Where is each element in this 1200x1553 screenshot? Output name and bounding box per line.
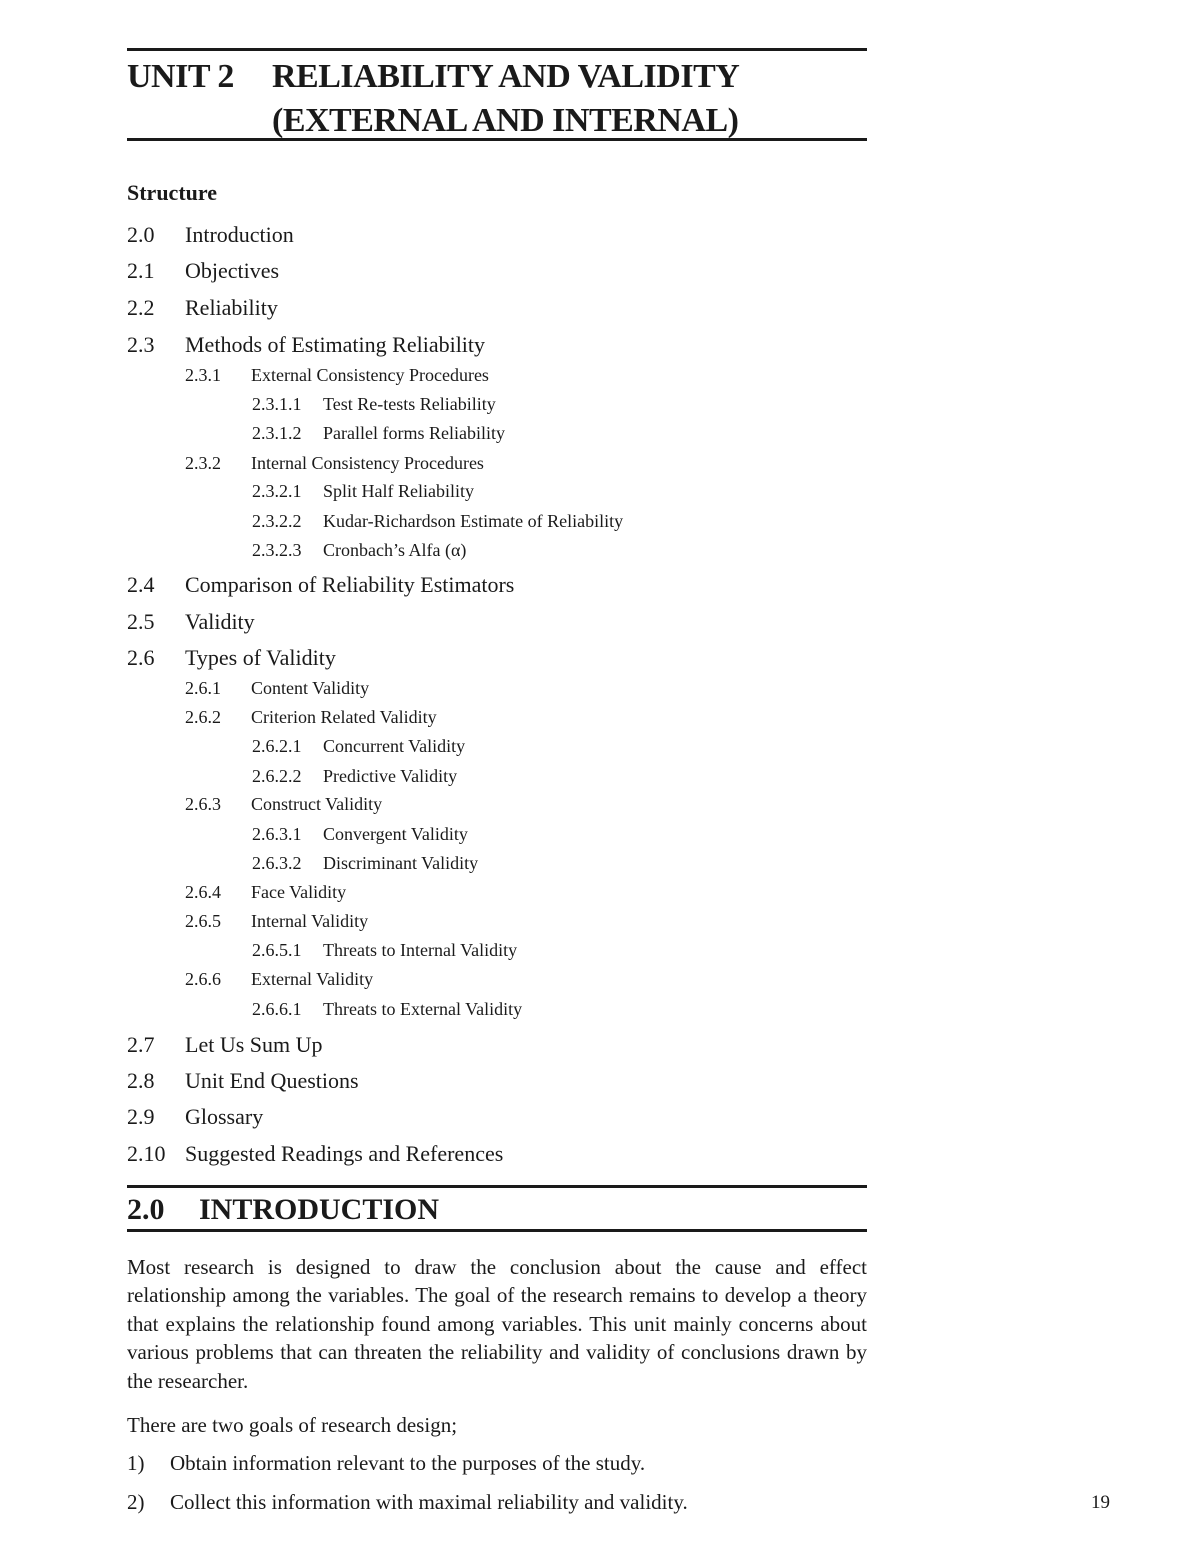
title-bottom-rule [127, 138, 867, 141]
toc-entry-number: 2.6.6.1 [252, 999, 302, 1019]
toc-entry-text: Suggested Readings and References [185, 1141, 504, 1166]
title-top-rule [127, 48, 867, 51]
toc-entry-text: Discriminant Validity [323, 853, 479, 873]
section-bottom-rule [127, 1229, 867, 1232]
toc-entry-text: Let Us Sum Up [185, 1032, 323, 1057]
toc-entry-text: Face Validity [251, 882, 347, 902]
section-number: 2.0 [127, 1193, 165, 1226]
toc-entry-number: 2.10 [127, 1141, 166, 1166]
toc-entry-number: 2.1 [127, 258, 155, 283]
toc-entry-text: Split Half Reliability [323, 481, 474, 501]
toc-entry-number: 2.6.3 [185, 794, 221, 814]
toc-entry-number: 2.2 [127, 295, 155, 320]
section-heading [127, 1190, 439, 1230]
toc-entry-text: Types of Validity [185, 645, 336, 670]
toc-entry-text: Cronbach’s Alfa (α) [323, 540, 467, 560]
toc-entry-text: External Consistency Procedures [251, 365, 489, 385]
toc-entry-number: 2.3.1 [185, 365, 221, 385]
toc-entry-text: Concurrent Validity [323, 736, 466, 756]
toc-entry-number: 2.3 [127, 332, 155, 357]
toc-entry-text: Introduction [185, 222, 294, 247]
unit-label: UNIT 2 [127, 58, 234, 95]
page-number: 19 [1091, 1492, 1110, 1513]
toc-entry-text: Threats to External Validity [323, 999, 523, 1019]
toc-entry-number: 2.6.3.1 [252, 824, 302, 844]
toc-entry-text: Unit End Questions [185, 1068, 359, 1093]
toc-entry-text: Criterion Related Validity [251, 707, 437, 727]
toc-entry-number: 2.6.2.1 [252, 736, 302, 756]
structure-heading: Structure [127, 180, 218, 205]
goals-intro: There are two goals of research design; [127, 1413, 458, 1437]
toc-entry-number: 2.9 [127, 1104, 155, 1129]
list-item-number: 1) [127, 1451, 145, 1475]
toc-entry-text: Internal Consistency Procedures [251, 453, 484, 473]
toc-entry-number: 2.0 [127, 222, 155, 247]
toc-entry-text: Reliability [185, 295, 278, 320]
toc-entry-text: Predictive Validity [323, 766, 458, 786]
toc-entry-number: 2.6.6 [185, 969, 221, 989]
toc-entry-number: 2.6.2.2 [252, 766, 302, 786]
toc-entry-number: 2.6.4 [185, 882, 221, 902]
toc-entry-text: Content Validity [251, 678, 370, 698]
unit-title-line1: RELIABILITY AND VALIDITY [272, 58, 740, 95]
toc-entry-number: 2.3.2.3 [252, 540, 302, 560]
toc-entry-number: 2.6 [127, 645, 155, 670]
section-title: INTRODUCTION [199, 1193, 440, 1226]
toc-entry-number: 2.5 [127, 609, 155, 634]
toc-entry-text: Validity [185, 609, 255, 634]
toc-entry-text: Methods of Estimating Reliability [185, 332, 486, 357]
toc-entry-text: Comparison of Reliability Estimators [185, 572, 515, 597]
toc-entry-text: External Validity [251, 969, 374, 989]
intro-paragraph: Most research is designed to draw the conclusion about the cause and effect relationship among the variables. The goal of the research remains to develop a theory that explains the relationship found among variables. This unit mainly concerns about various problems that can threaten the reliability and validity of conclusions drawn by the researcher. [127, 1255, 867, 1393]
toc-entry-text: Construct Validity [251, 794, 383, 814]
toc-entry-number: 2.3.1.2 [252, 423, 302, 443]
toc-entry-number: 2.4 [127, 572, 155, 597]
toc-entry-text: Glossary [185, 1104, 264, 1129]
toc-entry-number: 2.3.2 [185, 453, 221, 473]
toc-entry-text: Kudar-Richardson Estimate of Reliability [323, 511, 624, 531]
toc-entry-number: 2.7 [127, 1032, 155, 1057]
section-top-rule [127, 1185, 867, 1188]
toc-entry-number: 2.8 [127, 1068, 155, 1093]
toc-entry-number: 2.6.5.1 [252, 940, 302, 960]
toc-entry-text: Internal Validity [251, 911, 369, 931]
list-item-text: Collect this information with maximal reliability and validity. [170, 1490, 688, 1514]
unit-title [127, 55, 739, 143]
toc-entry-text: Parallel forms Reliability [323, 423, 505, 443]
toc-entry-number: 2.3.2.2 [252, 511, 302, 531]
list-item-text: Obtain information relevant to the purposes of the study. [170, 1451, 646, 1475]
toc-entry-number: 2.6.1 [185, 678, 221, 698]
toc-entry-text: Convergent Validity [323, 824, 468, 844]
toc-entry-text: Objectives [185, 258, 280, 283]
toc-entry-text: Test Re-tests Reliability [323, 394, 496, 414]
toc-entry-text: Threats to Internal Validity [323, 940, 518, 960]
toc-entry-number: 2.3.1.1 [252, 394, 302, 414]
toc-entry-number: 2.6.2 [185, 707, 221, 727]
toc-entry-number: 2.3.2.1 [252, 481, 302, 501]
unit-title-line2: (EXTERNAL AND INTERNAL) [272, 102, 739, 139]
toc-entry-number: 2.6.3.2 [252, 853, 302, 873]
toc-entry-number: 2.6.5 [185, 911, 221, 931]
list-item-number: 2) [127, 1490, 145, 1514]
